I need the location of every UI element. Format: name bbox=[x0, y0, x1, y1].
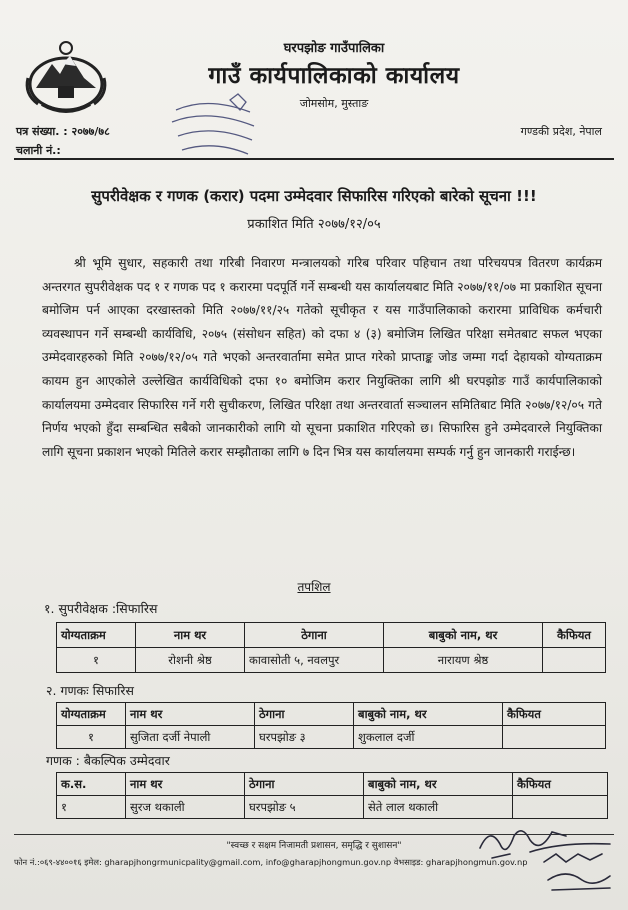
table-cell bbox=[513, 796, 608, 819]
table-cell: घरपझोङ ५ bbox=[245, 796, 364, 819]
table-header: बाबुको नाम, थर bbox=[384, 623, 543, 648]
notice-title: सुपरीवेक्षक र गणक (करार) पदमा उम्मेदवार सिफारिस गरिएको बारेको सूचना !!! bbox=[91, 187, 537, 205]
table-cell: १ bbox=[57, 648, 136, 673]
office-stamp-icon bbox=[168, 92, 258, 164]
footer-motto: "स्वच्छ र सक्षम निजामती प्रशासन, समृद्धि र सुशासन" bbox=[226, 841, 402, 851]
table-header: नाम थर bbox=[136, 623, 245, 648]
table-header: योग्यताक्रम bbox=[57, 703, 126, 726]
table-header-row bbox=[57, 703, 606, 726]
table-row bbox=[57, 796, 608, 819]
table-header: कैफियत bbox=[513, 773, 608, 796]
footer-contact: फोन नं.:०६९-४४००१६ इमेल: gharapjhongrmunicpality@gmail.com, info@gharapjhongmun.gov.np वेभसाइड: gharapjhongmun.gov.np bbox=[14, 857, 528, 867]
supervisor-table bbox=[56, 622, 606, 673]
table-header: बाबुको नाम, थर bbox=[354, 703, 503, 726]
table-header: क.स. bbox=[57, 773, 126, 796]
table-cell: कावासोती ५, नवलपुर bbox=[245, 648, 384, 673]
table-header: ठेगाना bbox=[245, 773, 364, 796]
letter-number: पत्र संख्या. : २०७७/७८ bbox=[16, 125, 110, 138]
table-cell: सेते लाल थकाली bbox=[364, 796, 513, 819]
table-cell: रोशनी श्रेष्ठ bbox=[136, 648, 245, 673]
section-title: गणक : बैकल्पिक उम्मेदवार bbox=[46, 753, 170, 768]
signature-icon bbox=[470, 818, 620, 898]
table-cell bbox=[543, 648, 606, 673]
province-name: गण्डकी प्रदेश, नेपाल bbox=[520, 125, 602, 138]
table-cell: १ bbox=[57, 726, 126, 749]
table-header: कैफियत bbox=[543, 623, 606, 648]
table-row bbox=[57, 648, 606, 673]
table-header: ठेगाना bbox=[245, 623, 384, 648]
section-title: २. गणकः सिफारिस bbox=[46, 683, 134, 698]
table-header-row bbox=[57, 773, 608, 796]
table-header: कैफियत bbox=[503, 703, 606, 726]
municipality-name: घरपझोङ गाउँपालिका bbox=[283, 41, 385, 56]
alternate-table bbox=[56, 772, 608, 819]
table-row bbox=[57, 726, 606, 749]
office-address: जोमसोम, मुस्ताङ bbox=[299, 97, 369, 110]
table-header: बाबुको नाम, थर bbox=[364, 773, 513, 796]
published-date: प्रकाशित मिति २०७७/१२/०५ bbox=[247, 217, 381, 232]
table-cell: शुकलाल दर्जी bbox=[354, 726, 503, 749]
office-name: गाउँ कार्यपालिकाको कार्यालय bbox=[208, 63, 460, 89]
table-header: योग्यताक्रम bbox=[57, 623, 136, 648]
dispatch-number: चलानी नं.: bbox=[16, 144, 61, 157]
table-cell: सुरज थकाली bbox=[126, 796, 245, 819]
section-title: १. सुपरीवेक्षक :सिफारिस bbox=[44, 601, 158, 616]
table-header: ठेगाना bbox=[255, 703, 354, 726]
table-cell: १ bbox=[57, 796, 126, 819]
table-cell: सुजिता दर्जी नेपाली bbox=[126, 726, 255, 749]
table-cell bbox=[503, 726, 606, 749]
details-heading: तपशिल bbox=[297, 580, 331, 594]
table-header: नाम थर bbox=[126, 703, 255, 726]
table-cell: नारायण श्रेष्ठ bbox=[384, 648, 543, 673]
header-divider bbox=[14, 158, 614, 160]
enumerator-table bbox=[56, 702, 606, 749]
table-cell: घरपझोङ ३ bbox=[255, 726, 354, 749]
table-header: नाम थर bbox=[126, 773, 245, 796]
notice-body: श्री भूमि सुधार, सहकारी तथा गरिबी निवारण मन्त्रालयको गरिब परिवार पहिचान तथा परिचयपत्र वितरण कार्यक्रम अन्तरगत सुपरीवेक्षक पद १ र गणक पद १ करारमा पदपूर्ति गर्ने सम्बन्धी यस कार्यालयबाट मिति २०७७/११/०७ मा प्रकाशित सूचना बमोजिम पर्न आएका दरखास्तको मिति २०७७/११/२५ गतेको सूचीकृत र यस गाउँपालिकाको करारमा प्राविधिक कर्मचारी व्यवस्थापन गर्ने सम्बन्धी कार्यविधि, २०७५ (संसोधन सहित) को दफा ४ (३) बमोजिम लिखित परिक्षा समेतबाट सफल भएका उम्मेदवारहरुको मिति २०७७/१२/०५ गते भएको अन्तरवार्तामा समेत प्राप्त गरेको प्राप्ताङ्क जोड जम्मा गर्दा देहायको योग्यताक्रम कायम हुन आएकोले उल्लेखित कार्यविधिको दफा १० बमोजिम करार नियुक्तिका लागि श्री घरपझोङ गाउँ कार्यपालिकाको कार्यालयमा उम्मेदवार सिफारिस गर्ने गरी सुचीकरण, लिखित परिक्षा तथा अन्तरवार्ता सञ्चालन समितिबाट मिति २०७७/१२/०५ गते निर्णय भएको हुँदा सम्बन्धित सबैको जानकारीको लागि यो सूचना प्रकाशित गरिएको छ। सिफारिस हुने उम्मेदवारले नियुक्तिका लागि सूचना प्रकाशन भएको मितिले करार सम्झौताका लागि ७ दिन भित्र यस कार्यालयमा सम्पर्क गर्नु हुन जानकारी गराईन्छ। bbox=[42, 256, 602, 459]
table-header-row bbox=[57, 623, 606, 648]
